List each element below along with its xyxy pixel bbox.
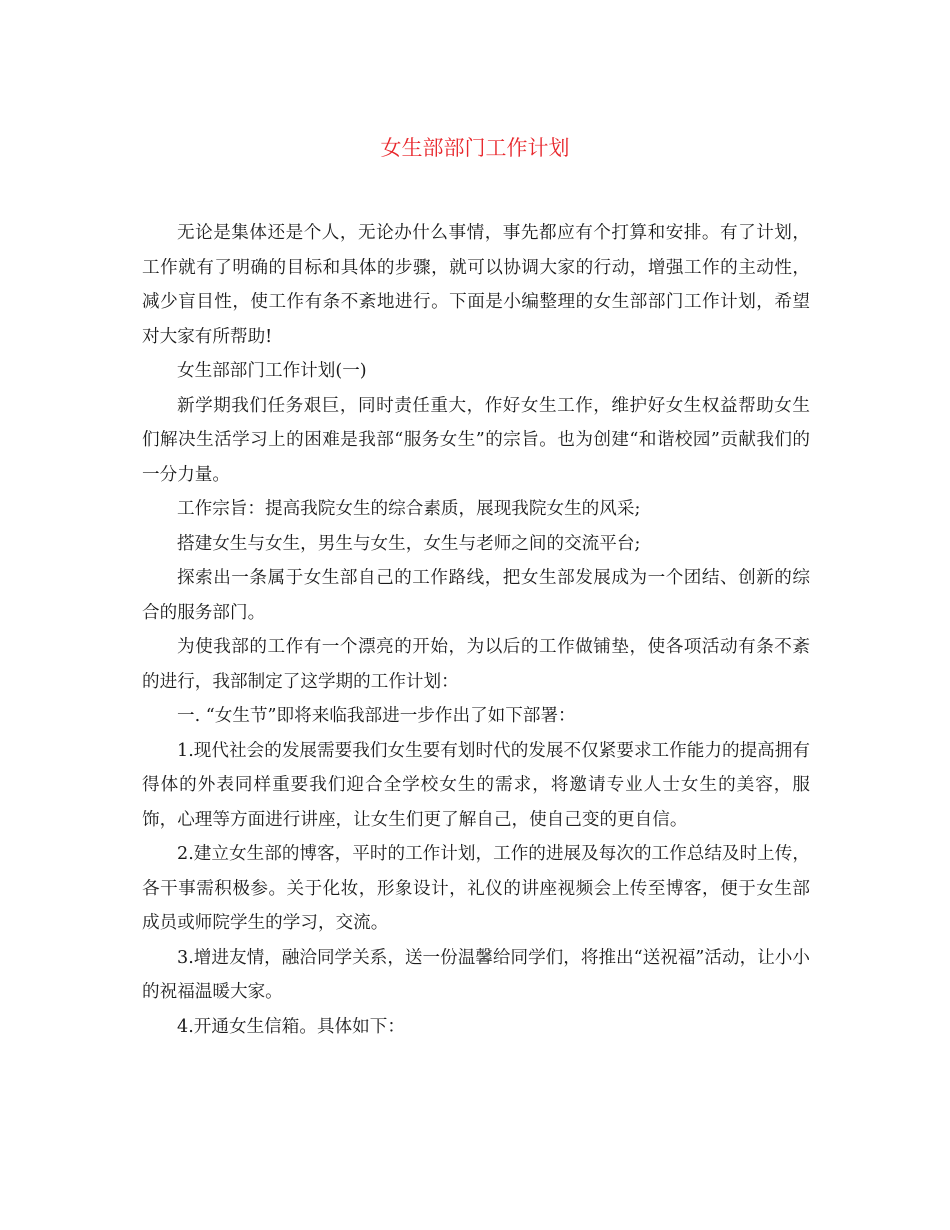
body-paragraph: 为使我部的工作有一个漂亮的开始，为以后的工作做铺垫，使各项活动有条不紊的进行，我部制定了这学期的工作计划： <box>142 637 810 692</box>
list-item: 3.增进友情，融洽同学关系，送一份温馨给同学们，将推出“送祝福”活动，让小小的祝福温暖大家。 <box>142 947 810 1002</box>
intro-paragraph: 无论是集体还是个人，无论办什么事情，事先都应有个打算和安排。有了计划，工作就有了明确的目标和具体的步骤，就可以协调大家的行动，增强工作的主动性，减少盲目性，使工作有条不紊地进行。下面是小编整理的女生部部门工作计划，希望对大家有所帮助! <box>142 223 810 347</box>
list-item: 1.现代社会的发展需要我们女生要有划时代的发展不仅紧要求工作能力的提高拥有得体的外表同样重要我们迎合全学校女生的需求，将邀请专业人士女生的美容，服饰，心理等方面进行讲座，让女生们更了解自己，使自己变的更自信。 <box>142 740 810 830</box>
document-body <box>142 216 810 1044</box>
list-item: 2.建立女生部的博客，平时的工作计划，工作的进展及每次的工作总结及时上传，各干事需积极参。关于化妆，形象设计，礼仪的讲座视频会上传至博客，便于女生部成员或师院学生的学习，交流。 <box>142 844 810 933</box>
body-paragraph: 搭建女生与女生，男生与女生，女生与老师之间的交流平台; <box>177 533 641 554</box>
document-title: 女生部部门工作计划 <box>380 136 570 160</box>
body-paragraph: 探索出一条属于女生部自己的工作路线，把女生部发展成为一个团结、创新的综合的服务部门。 <box>142 568 810 623</box>
list-item: 4.开通女生信箱。具体如下： <box>177 1016 405 1037</box>
section-heading: 女生部部门工作计划(一) <box>177 361 367 381</box>
body-paragraph: 新学期我们任务艰巨，同时责任重大，作好女生工作，维护好女生权益帮助女生们解决生活学习上的困难是我部“服务女生”的宗旨。也为创建“和谐校园”贡献我们的一分力量。 <box>142 395 810 485</box>
body-paragraph: 工作宗旨：提高我院女生的综合素质，展现我院女生的风采; <box>177 499 641 519</box>
list-heading: 一. “女生节”即将来临我部进一步作出了如下部署： <box>177 706 576 726</box>
